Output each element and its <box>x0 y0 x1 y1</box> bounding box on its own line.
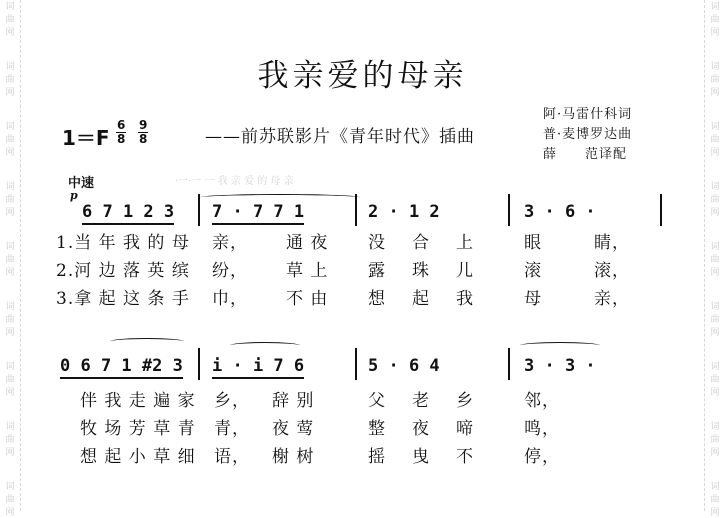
watermark-char: 词 <box>710 242 720 252</box>
verse-3-lyric: 3.拿 起 这 条 手 <box>56 289 190 309</box>
watermark-char: 网 <box>710 448 720 458</box>
watermark-char: 词 <box>710 482 720 492</box>
verse-1-lyric: 亲， <box>212 233 248 253</box>
verse-3-lyric: 停， <box>524 447 560 467</box>
verse-1-lyric: 乡 <box>456 391 474 411</box>
verse-1-lyric: 辞 别 <box>272 391 315 411</box>
meter-six-eight <box>116 119 126 146</box>
watermark-char: 网 <box>5 208 15 218</box>
composer-credit: 普·麦博罗达曲 <box>543 127 633 142</box>
watermark-char: 词 <box>5 182 15 192</box>
watermark-char: 曲 <box>5 495 15 505</box>
verse-2-lyric: 青， <box>214 419 250 439</box>
verse-1-lyric: 邻， <box>524 391 560 411</box>
bar-line <box>660 194 662 226</box>
watermark-char: 网 <box>710 88 720 98</box>
watermark-char: 词 <box>5 62 15 72</box>
verse-1-lyric: 睛， <box>594 233 630 253</box>
verse-1-lyric: 伴 我 走 遍 家 <box>80 391 196 411</box>
measure-1-notes: 6 7 1 2 3 <box>82 202 174 225</box>
verse-2-lyric: 珠 <box>412 261 430 281</box>
verse-2-lyric: 鸣， <box>524 419 560 439</box>
verse-3-lyric: 亲， <box>594 289 630 309</box>
verse-1-lyric: 父 <box>368 391 386 411</box>
verse-2-lyric: 露 <box>368 261 386 281</box>
watermark-char: 网 <box>710 328 720 338</box>
verse-2-lyric: 滚 <box>524 261 542 281</box>
watermark-char: 曲 <box>710 15 720 25</box>
song-title: 我亲爱的母亲 <box>257 58 468 94</box>
verse-2-lyric: 纷， <box>212 261 248 281</box>
verse-1-lyric: 眼 <box>524 233 542 253</box>
verse-1-lyric: 通 夜 <box>286 233 329 253</box>
watermark-char: 网 <box>5 148 15 158</box>
watermark-char: 词 <box>710 302 720 312</box>
verse-2-lyric: 夜 <box>412 419 430 439</box>
watermark-char: 词 <box>5 362 15 372</box>
verse-2-lyric: 啼 <box>456 419 474 439</box>
verse-2-lyric: 儿 <box>456 261 474 281</box>
watermark-char: 曲 <box>710 255 720 265</box>
watermark-char: 词 <box>5 2 15 12</box>
measure-2-notes: 7 · 7 7 1 <box>212 202 304 225</box>
slur <box>110 338 184 345</box>
watermark-char: 曲 <box>710 195 720 205</box>
measure-8-notes: 3 · 3 · <box>524 356 596 376</box>
watermark-char: 网 <box>710 268 720 278</box>
lyricist-credit: 阿·马雷什科词 <box>543 107 633 122</box>
watermark-char: 词 <box>710 182 720 192</box>
verse-3-lyric: 不 <box>456 447 474 467</box>
watermark-char: 网 <box>5 28 15 38</box>
bar-line <box>508 348 510 380</box>
watermark-char: 曲 <box>5 15 15 25</box>
key-signature: 1＝F <box>62 126 110 150</box>
verse-3-lyric: 母 <box>524 289 542 309</box>
watermark-char: 词 <box>710 362 720 372</box>
watermark-char: 词 <box>5 122 15 132</box>
dynamic-marking: p <box>70 189 78 202</box>
meter-bottom: 8 <box>117 132 126 146</box>
verse-2-lyric: 草 上 <box>286 261 329 281</box>
verse-1-lyric: 合 <box>412 233 430 253</box>
measure-7-notes: 5 · 6 4 <box>368 356 440 376</box>
verse-1-lyric: 老 <box>412 391 430 411</box>
verse-3-lyric: 语， <box>214 447 250 467</box>
tie <box>520 342 600 349</box>
watermark-char: 网 <box>5 388 15 398</box>
watermark-char: 网 <box>710 28 720 38</box>
faint-background-text: ·一·一 一 我 亲 爱 的 母 亲 <box>175 176 294 187</box>
verse-3-lyric: 曳 <box>412 447 430 467</box>
bar-line <box>355 348 357 380</box>
verse-3-lyric: 摇 <box>368 447 386 467</box>
watermark-char: 网 <box>710 208 720 218</box>
verse-1-lyric: 乡， <box>214 391 250 411</box>
tempo-marking: 中速 <box>68 176 95 191</box>
watermark-char: 网 <box>710 508 720 518</box>
watermark-char: 曲 <box>710 435 720 445</box>
watermark-char: 网 <box>5 328 15 338</box>
verse-2-lyric: 2.河 边 落 英 缤 <box>56 261 190 281</box>
meter-bottom: 8 <box>139 132 148 146</box>
watermark-char: 曲 <box>5 375 15 385</box>
verse-3-lyric: 起 <box>412 289 430 309</box>
subtitle: ——前苏联影片《青年时代》插曲 <box>205 127 475 147</box>
verse-1-lyric: 没 <box>368 233 386 253</box>
verse-2-lyric: 整 <box>368 419 386 439</box>
verse-2-lyric: 牧 场 芳 草 青 <box>80 419 196 439</box>
watermark-char: 曲 <box>5 135 15 145</box>
verse-3-lyric: 想 <box>368 289 386 309</box>
watermark-char: 曲 <box>710 135 720 145</box>
watermark-char: 网 <box>5 508 15 518</box>
bar-line <box>355 194 357 226</box>
watermark-char: 词 <box>710 122 720 132</box>
verse-3-lyric: 想 起 小 草 细 <box>80 447 196 467</box>
watermark-char: 网 <box>5 448 15 458</box>
bar-line <box>198 194 200 226</box>
watermark-char: 网 <box>710 388 720 398</box>
tie-slur <box>200 194 360 201</box>
watermark-char: 网 <box>5 268 15 278</box>
translator-credit: 薛 范译配 <box>543 147 628 162</box>
bar-line <box>508 194 510 226</box>
verse-3-lyric: 不 由 <box>286 289 329 309</box>
watermark-char: 词 <box>5 482 15 492</box>
watermark-char: 词 <box>710 422 720 432</box>
verse-3-lyric: 榭 树 <box>272 447 315 467</box>
slur <box>230 342 300 349</box>
meter-top: 6 <box>117 118 126 132</box>
meter-top: 9 <box>139 118 148 132</box>
watermark-char: 曲 <box>5 255 15 265</box>
measure-3-notes: 2 · 1 2 <box>368 202 440 222</box>
watermark-char: 曲 <box>5 75 15 85</box>
verse-1-lyric: 1.当 年 我 的 母 <box>56 233 190 253</box>
measure-4-notes: 3 · 6 · <box>524 202 596 222</box>
watermark-char: 词 <box>710 2 720 12</box>
verse-3-lyric: 巾， <box>212 289 248 309</box>
watermark-char: 曲 <box>5 435 15 445</box>
watermark-char: 词 <box>5 242 15 252</box>
measure-6-notes: i · i 7 6 <box>212 356 304 379</box>
meter-nine-eight <box>138 119 148 146</box>
watermark-char: 词 <box>710 62 720 72</box>
verse-1-lyric: 上 <box>456 233 474 253</box>
verse-2-lyric: 夜 莺 <box>272 419 315 439</box>
watermark-char: 曲 <box>5 315 15 325</box>
watermark-char: 曲 <box>710 75 720 85</box>
watermark-char: 曲 <box>5 195 15 205</box>
verse-2-lyric: 滚， <box>594 261 630 281</box>
bar-line <box>198 348 200 380</box>
watermark-char: 词 <box>5 422 15 432</box>
watermark-char: 曲 <box>710 495 720 505</box>
watermark-char: 网 <box>710 148 720 158</box>
watermark-char: 网 <box>5 88 15 98</box>
watermark-char: 曲 <box>710 375 720 385</box>
verse-3-lyric: 我 <box>456 289 474 309</box>
watermark-char: 词 <box>5 302 15 312</box>
measure-5-notes: 0 6 7 1 #2 3 <box>60 356 183 379</box>
watermark-char: 曲 <box>710 315 720 325</box>
